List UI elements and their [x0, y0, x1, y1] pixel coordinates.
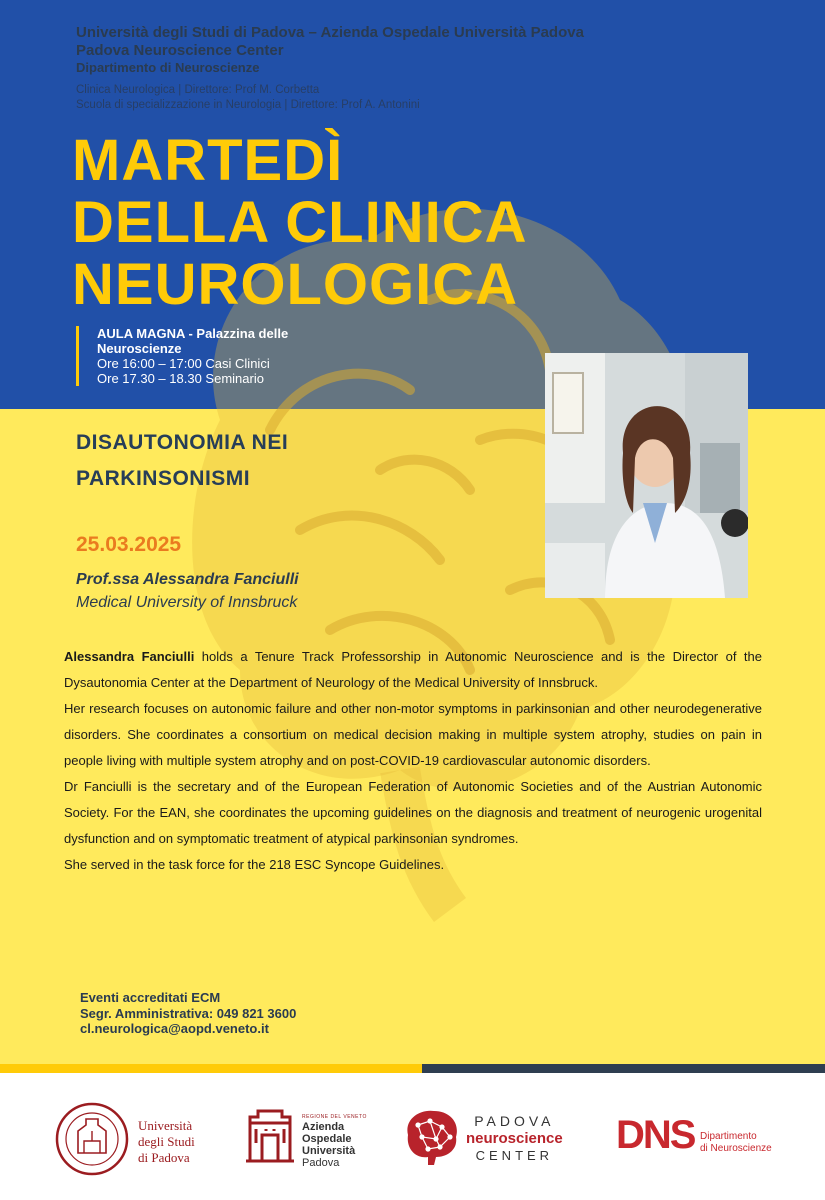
- title-line-2: DELLA CLINICA: [72, 190, 528, 255]
- venue-info: [76, 326, 357, 386]
- bio-paragraph-4: She served in the task force for the 218 ESC Syncope Guidelines.: [64, 857, 445, 872]
- aopd-region: REGIONE DEL VENETO: [302, 1114, 367, 1120]
- footer-divider-yellow: [0, 1064, 422, 1073]
- venue-time-clinical: Ore 16:00 – 17:00 Casi Clinici: [97, 356, 270, 371]
- unipd-name: [138, 1118, 195, 1166]
- event-date: 25.03.2025: [76, 533, 182, 556]
- header-university: Università degli Studi di Padova – Azienda Ospedale Università Padova: [76, 24, 584, 41]
- speaker-photo: [545, 353, 748, 598]
- pnc-brain-icon: [400, 1105, 462, 1167]
- pnc-line-2: neuroscience: [466, 1130, 563, 1147]
- dns-logo: DNS: [616, 1113, 695, 1157]
- title-line-3: NEUROLOGICA: [72, 252, 518, 317]
- unipd-line-3: di Padova: [138, 1150, 190, 1165]
- unipd-seal-icon: [54, 1101, 130, 1177]
- aopd-name: [302, 1121, 355, 1169]
- unipd-line-1: Università: [138, 1118, 193, 1133]
- aopd-line-4: Padova: [302, 1157, 340, 1169]
- footer-divider-dark: [422, 1064, 825, 1073]
- pnc-line-1: PADOVA: [474, 1113, 555, 1129]
- aopd-line-1: Azienda: [302, 1121, 345, 1133]
- contact-ecm: Eventi accreditati ECM: [80, 990, 221, 1005]
- unipd-line-2: degli Studi: [138, 1134, 195, 1149]
- speaker-affiliation: Medical University of Innsbruck: [76, 594, 298, 611]
- header-clinic: Clinica Neurologica | Direttore: Prof M. Corbetta: [76, 84, 320, 96]
- bio-paragraph-1-text: holds a Tenure Track Professorship in Autonomic Neuroscience and is the Director of the Dysautonomia Center at the Department of Neurology of the Medical University of Innsbruck.: [64, 649, 763, 690]
- header-school: Scuola di specializzazione in Neurologia | Direttore: Prof A. Antonini: [76, 99, 420, 111]
- speaker-name: Prof.ssa Alessandra Fanciulli: [76, 571, 299, 588]
- talk-title-line-1: DISAUTONOMIA NEI: [76, 431, 289, 454]
- bio-paragraph-1: [64, 644, 762, 696]
- dns-line-2: di Neuroscienze: [700, 1143, 772, 1154]
- contact-email[interactable]: cl.neurologica@aopd.veneto.it: [80, 1021, 269, 1036]
- venue-name: AULA MAGNA - Palazzina delle: [97, 326, 289, 341]
- header-department: Dipartimento di Neuroscienze: [76, 60, 260, 75]
- bio-paragraph-3: Dr Fanciulli is the secretary and of the European Federation of Autonomic Societies and of the Austrian Autonomic Society. For the EAN, she coordinates the upcoming guidelines on the diagnosis and treatment of neurogenic urogenital dysfunction and on symptomatic treatment of atypical parkinsonian syndromes.: [64, 779, 762, 846]
- venue-building: Neuroscienze: [97, 341, 182, 356]
- venue-time-seminar: Ore 17.30 – 18.30 Seminario: [97, 371, 264, 386]
- talk-title-line-2: PARKINSONISMI: [76, 467, 251, 490]
- aopd-line-3: Università: [302, 1145, 356, 1157]
- contact-phone: Segr. Amministrativa: 049 821 3600: [80, 1005, 297, 1021]
- dns-line-1: Dipartimento: [700, 1131, 757, 1142]
- header-center: Padova Neuroscience Center: [76, 42, 284, 59]
- pnc-name: [466, 1113, 563, 1164]
- contact-info: [80, 990, 296, 1037]
- bio-speaker-name: Alessandra Fanciulli: [64, 649, 195, 664]
- title-line-1: MARTEDÌ: [72, 128, 344, 193]
- bio-paragraph-2: Her research focuses on autonomic failure and other non-motor symptoms in parkinsonian and other neurodegenerative disorders. She coordinates a consortium on medical decision making in multiple system atrophy, studies on pain in people living with multiple system atrophy and on post-COVID-19 cardiovascular autonomic disorders.: [64, 701, 762, 768]
- aopd-line-2: Ospedale: [302, 1133, 352, 1145]
- aopd-building-icon: [246, 1109, 294, 1163]
- dns-name: [700, 1131, 772, 1155]
- speaker-bio: [64, 644, 762, 878]
- pnc-line-3: CENTER: [475, 1148, 554, 1163]
